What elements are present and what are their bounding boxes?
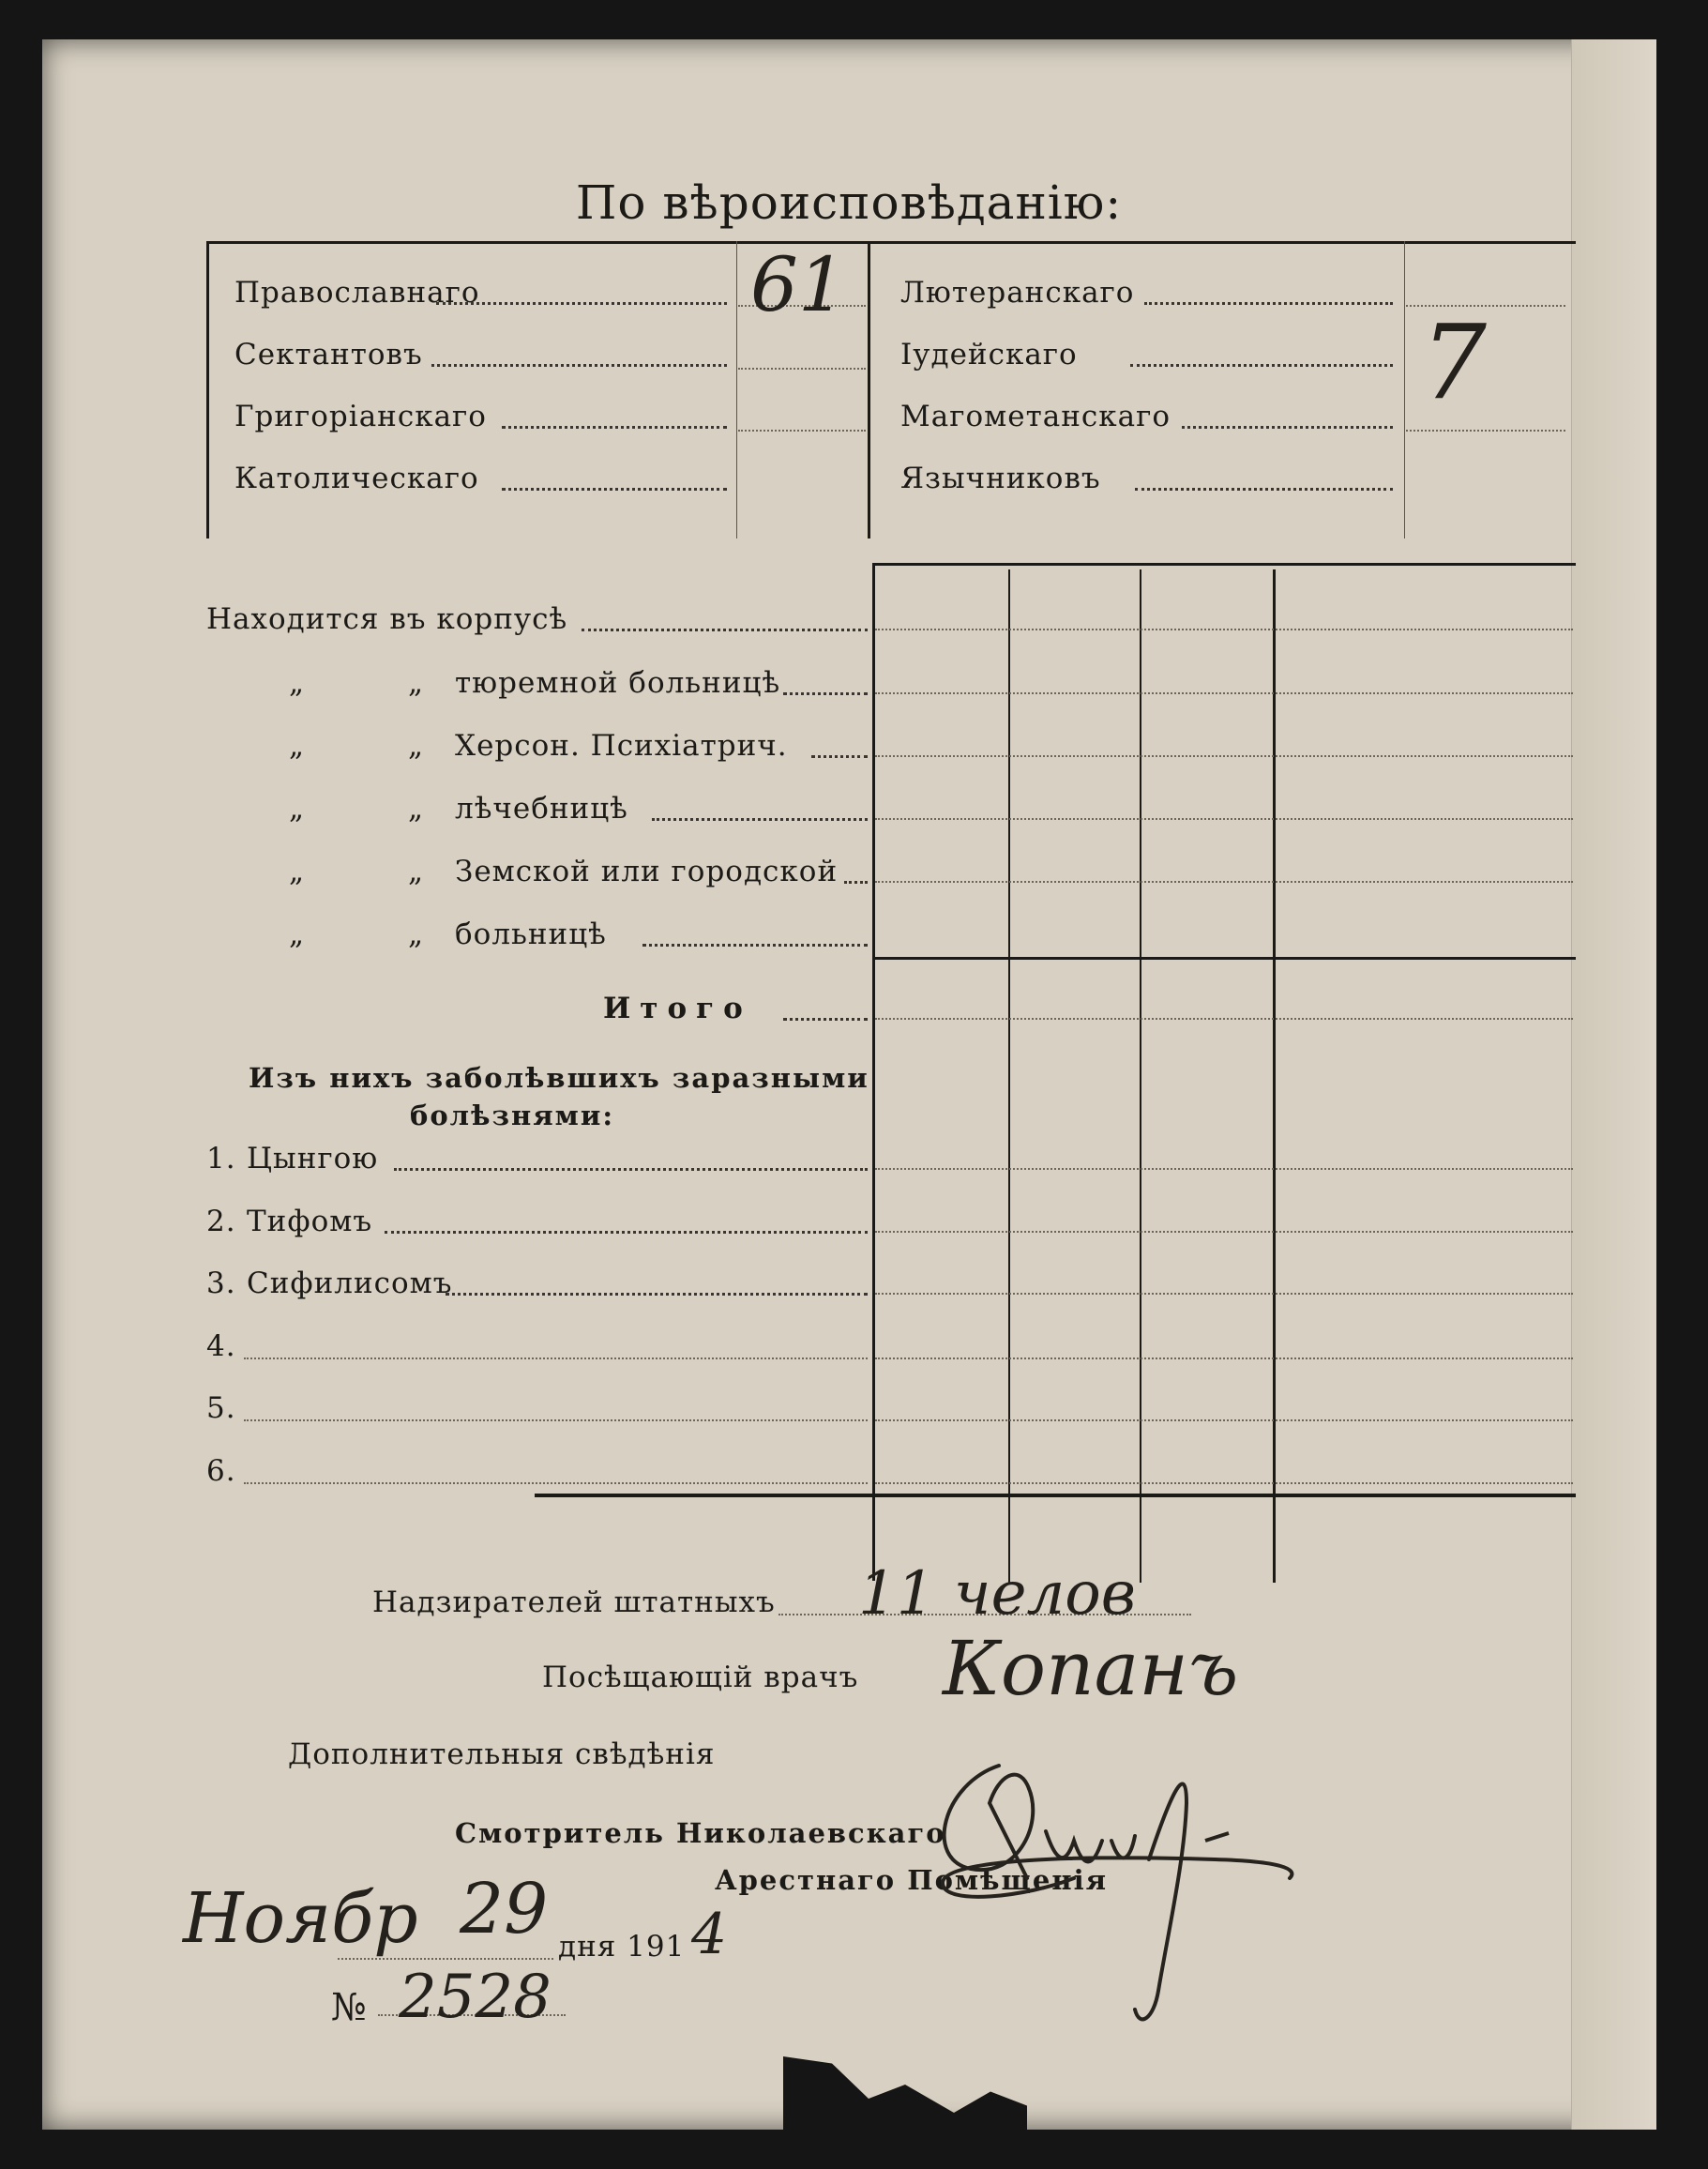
religion-table-center-border xyxy=(868,241,870,538)
location-row-corpus: Находится въ корпусѣ xyxy=(206,602,568,636)
blank-line xyxy=(244,1358,868,1359)
grid-bottom-line xyxy=(535,1494,1576,1497)
ditto-mark: „ xyxy=(408,729,425,763)
grid-subtotal-line xyxy=(872,957,1576,960)
location-row-zemstvo: Земской или городской xyxy=(455,855,839,888)
grid-top-border xyxy=(872,563,1576,566)
disease-num: 3. xyxy=(206,1267,236,1300)
handwritten-wardens: 11 челов xyxy=(858,1559,1136,1629)
paper-fold xyxy=(1571,39,1656,2130)
blank-line xyxy=(244,1482,868,1484)
grid-row-line xyxy=(875,1293,1573,1295)
leader-dots xyxy=(642,944,868,947)
disease-scurvy: Цынгою xyxy=(247,1142,379,1176)
grid-col-1 xyxy=(872,563,875,1581)
disease-num: 1. xyxy=(206,1142,236,1176)
religion-right-value-divider xyxy=(1404,241,1405,538)
handwritten-month: Ноябр xyxy=(183,1878,418,1959)
grid-row-line xyxy=(875,881,1573,883)
leader-dots xyxy=(811,755,868,758)
inspector-title: Смотритель Николаевскаго xyxy=(455,1817,946,1849)
handwritten-orthodox-count: 61 xyxy=(750,241,846,328)
disease-syphilis: Сифилисомъ xyxy=(247,1267,453,1300)
handwritten-year-digit: 4 xyxy=(691,1902,728,1967)
leader-dots xyxy=(502,488,727,491)
religion-label-gregorian: Григоріанскаго xyxy=(234,400,487,433)
leader-dots xyxy=(385,1231,868,1234)
religion-label-jewish: Іудейскаго xyxy=(900,338,1078,372)
document-page xyxy=(42,39,1655,2130)
leader-dots xyxy=(1182,426,1393,429)
inspector-title-2: Арестнаго Помѣщенія xyxy=(715,1864,1109,1896)
leader-dots xyxy=(582,629,868,631)
location-row-prison-hospital: тюремной больницѣ xyxy=(455,666,781,700)
leader-dots xyxy=(844,881,868,884)
grid-row-line xyxy=(875,1018,1573,1020)
leader-dots xyxy=(436,302,727,305)
ditto-mark: „ xyxy=(289,666,306,700)
value-line xyxy=(1406,430,1565,432)
ditto-mark: „ xyxy=(408,792,425,826)
leader-dots xyxy=(1135,488,1393,491)
disease-num: 2. xyxy=(206,1205,236,1238)
ditto-mark: „ xyxy=(289,855,306,888)
additional-info-label: Дополнительныя свѣдѣнія xyxy=(288,1737,716,1771)
leader-dots xyxy=(394,1168,868,1171)
grid-col-2 xyxy=(1008,569,1010,1583)
ditto-mark: „ xyxy=(289,729,306,763)
grid-col-4 xyxy=(1273,569,1276,1583)
handwritten-day: 29 xyxy=(460,1869,549,1949)
page-title: По вѣроисповѣданію: xyxy=(575,175,1123,230)
grid-row-line xyxy=(875,1358,1573,1359)
leader-dots xyxy=(783,692,868,695)
handwritten-jewish-count: 7 xyxy=(1421,302,1487,422)
location-row-kherson-psych: Херсон. Псиxіатрич. xyxy=(455,729,788,763)
value-line xyxy=(738,430,866,432)
leader-dots xyxy=(446,1293,868,1296)
signature-image xyxy=(886,1747,1355,2066)
infectious-heading: Изъ нихъ заболѣвшихъ заразными xyxy=(249,1062,869,1094)
grid-row-line xyxy=(875,692,1573,694)
date-line xyxy=(338,1958,553,1960)
grid-row-line xyxy=(875,629,1573,630)
leader-dots xyxy=(652,818,868,821)
grid-row-line xyxy=(875,1168,1573,1170)
religion-label-sectarian: Сектантовъ xyxy=(234,338,423,372)
ditto-mark: „ xyxy=(289,792,306,826)
total-label: Итого xyxy=(603,992,752,1025)
leader-dots xyxy=(502,426,727,429)
grid-row-line xyxy=(875,1231,1573,1233)
wardens-label: Надзирателей штатныхъ xyxy=(372,1585,776,1619)
grid-col-3 xyxy=(1140,569,1141,1583)
religion-label-pagan: Язычниковъ xyxy=(900,462,1101,495)
ditto-mark: „ xyxy=(408,855,425,888)
religion-table-top-border xyxy=(206,241,1576,244)
number-sign: № xyxy=(331,1986,368,2029)
location-row-clinic: лѣчебницѣ xyxy=(455,792,628,826)
leader-dots xyxy=(1130,364,1393,367)
ditto-mark: „ xyxy=(408,918,425,951)
leader-dots xyxy=(1144,302,1393,305)
doctor-label: Посѣщающій врачъ xyxy=(542,1661,859,1694)
handwritten-doctor: Копанъ xyxy=(943,1625,1239,1712)
leader-dots xyxy=(431,364,727,367)
location-row-hospital: больницѣ xyxy=(455,918,607,951)
religion-label-catholic: Католическаго xyxy=(234,462,479,495)
religion-label-orthodox: Православнаго xyxy=(234,276,480,310)
blank-line xyxy=(244,1419,868,1421)
ditto-mark: „ xyxy=(289,918,306,951)
disease-num: 4. xyxy=(206,1329,236,1363)
value-line xyxy=(738,368,866,370)
grid-row-line xyxy=(875,755,1573,757)
religion-label-lutheran: Лютеранскаго xyxy=(900,276,1135,310)
religion-table-left-border xyxy=(206,241,209,538)
leader-dots xyxy=(783,1018,868,1021)
grid-row-line xyxy=(875,1419,1573,1421)
disease-num: 6. xyxy=(206,1454,236,1488)
disease-typhus: Тифомъ xyxy=(247,1205,373,1238)
religion-label-muslim: Магометанскаго xyxy=(900,400,1171,433)
ditto-mark: „ xyxy=(408,666,425,700)
disease-num: 5. xyxy=(206,1391,236,1425)
grid-row-line xyxy=(875,818,1573,820)
infectious-heading-2: болѣзнями: xyxy=(410,1100,615,1131)
handwritten-number: 2528 xyxy=(399,1963,552,2032)
religion-left-value-divider xyxy=(736,241,737,538)
grid-row-line xyxy=(875,1482,1573,1484)
date-suffix: дня 191 xyxy=(558,1930,686,1964)
